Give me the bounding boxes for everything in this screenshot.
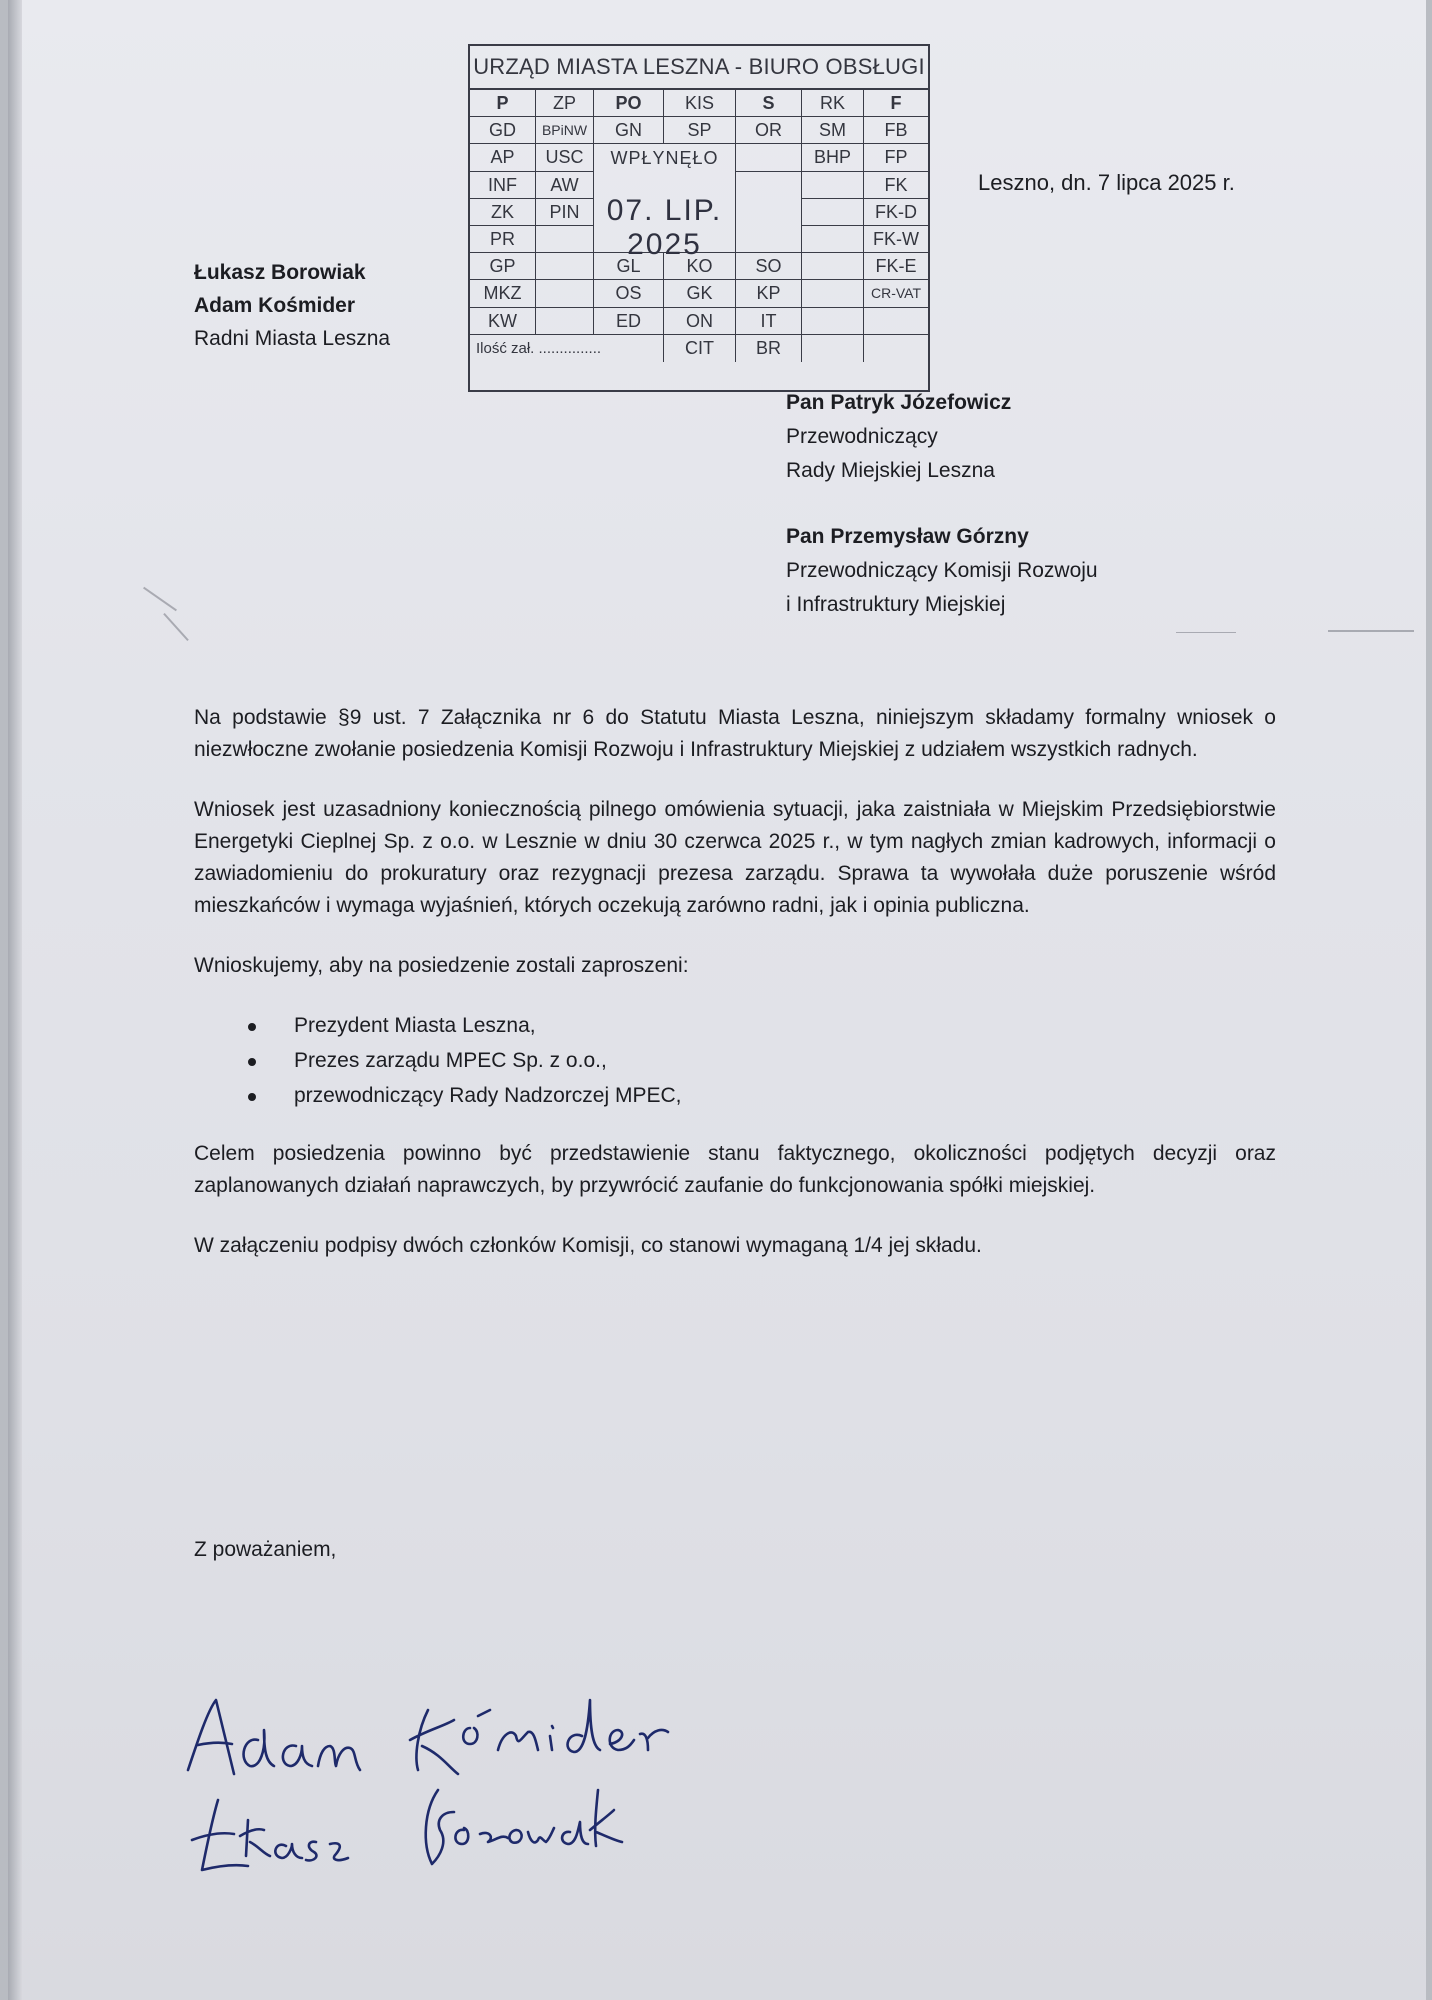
stamp-cell: BR (736, 335, 802, 362)
stamp-cell: FK-E (864, 253, 928, 280)
stamp-cell (802, 226, 864, 253)
letter-body (194, 702, 1276, 1290)
recipient-block (786, 520, 1098, 622)
recipient-title: Przewodniczący (786, 425, 938, 448)
stamp-cell: CR-VAT (864, 280, 928, 307)
received-stamp (594, 144, 736, 262)
stamp-cell (736, 144, 802, 171)
stamp-cell (536, 226, 594, 253)
stamp-cell: KP (736, 280, 802, 307)
stamp-cell: SP (664, 117, 736, 144)
stamp-title: URZĄD MIASTA LESZNA - BIURO OBSŁUGI (470, 46, 928, 90)
body-paragraph: Wnioskujemy, aby na posiedzenie zostali zaproszeni: (194, 954, 689, 977)
received-label: WPŁYNĘŁO (610, 148, 719, 169)
stamp-cell: FK-D (864, 199, 928, 226)
recipient-title: Rady Miejskiej Leszna (786, 459, 995, 482)
stamp-cell: GN (594, 117, 664, 144)
signature-adam-kosmider (188, 1700, 668, 1774)
stamp-cell (802, 253, 864, 280)
stamp-cell (802, 199, 864, 226)
invitee-list (194, 1010, 1276, 1112)
stamp-cell: FK-W (864, 226, 928, 253)
stamp-cell: ED (594, 308, 664, 335)
stamp-cell: ZK (470, 199, 536, 226)
letter-page (8, 0, 1426, 2000)
stamp-cell (736, 172, 802, 199)
stamp-cell: OR (736, 117, 802, 144)
stamp-cell (536, 253, 594, 280)
recipient-name: Pan Przemysław Górzny (786, 525, 1029, 548)
stamp-cell (536, 308, 594, 335)
stamp-cell: GL (594, 253, 664, 280)
stamp-grid (470, 90, 928, 389)
registry-stamp (468, 44, 930, 392)
page-shadow-edge (8, 0, 22, 2000)
stamp-cell: S (736, 90, 802, 117)
closing-line: Z poważaniem, (194, 1538, 337, 1561)
sender-name: Łukasz Borowiak (194, 261, 366, 284)
stamp-cell: BHP (802, 144, 864, 171)
paper-mark (163, 613, 189, 641)
stamp-cell: ZP (536, 90, 594, 117)
received-date: 07. LIP. 2025 (606, 194, 723, 262)
stamp-cell: MKZ (470, 280, 536, 307)
stamp-cell: USC (536, 144, 594, 171)
stamp-cell: KW (470, 308, 536, 335)
stamp-cell: OS (594, 280, 664, 307)
stamp-cell: BPiNW (536, 117, 594, 144)
stamp-cell: FK (864, 172, 928, 199)
stamp-cell (802, 308, 864, 335)
stamp-cell: SM (802, 117, 864, 144)
stamp-cell (802, 172, 864, 199)
sender-block (194, 256, 390, 355)
stamp-cell (802, 280, 864, 307)
stamp-cell: KO (664, 253, 736, 280)
stamp-cell: ON (664, 308, 736, 335)
sender-role: Radni Miasta Leszna (194, 327, 391, 350)
body-paragraph: Celem posiedzenia powinno być przedstawienie stanu faktycznego, okoliczności podjętych decyzji oraz zaplanowanych działań naprawczych, by przywrócić zaufanie do funkcjonowania spółki miejskiej. (194, 1142, 1276, 1197)
stamp-cell: INF (470, 172, 536, 199)
stamp-cell: PIN (536, 199, 594, 226)
recipient-name: Pan Patryk Józefowicz (786, 391, 1012, 414)
recipient-title: i Infrastruktury Miejskiej (786, 593, 1006, 616)
stamp-cell: SO (736, 253, 802, 280)
letter-date: Leszno, dn. 7 lipca 2025 r. (978, 170, 1235, 195)
paper-mark (1328, 630, 1414, 632)
recipient-title: Przewodniczący Komisji Rozwoju (786, 559, 1098, 582)
stamp-cell: IT (736, 308, 802, 335)
stamp-cell (736, 226, 802, 253)
stamp-cell: KIS (664, 90, 736, 117)
stamp-cell: PR (470, 226, 536, 253)
body-paragraph: Na podstawie §9 ust. 7 Załącznika nr 6 do Statutu Miasta Leszna, niniejszym składamy formalny wniosek o niezwłoczne zwołanie posiedzenia Komisji Rozwoju i Infrastruktury Miejskiej z udziałem wszystkich radnych. (194, 706, 1276, 761)
stamp-cell: FB (864, 117, 928, 144)
stamp-cell (536, 280, 594, 307)
handwritten-signatures (178, 1670, 738, 1910)
stamp-cell: RK (802, 90, 864, 117)
paper-mark (143, 587, 177, 612)
stamp-cell: PO (594, 90, 664, 117)
attachments-count: Ilość zał. ............... (470, 335, 664, 362)
list-item: Prezes zarządu MPEC Sp. z o.o., (294, 1045, 1276, 1077)
stamp-cell (802, 335, 864, 362)
sender-name: Adam Kośmider (194, 294, 356, 317)
stamp-cell: AW (536, 172, 594, 199)
list-item: Prezydent Miasta Leszna, (294, 1010, 1276, 1042)
stamp-cell (864, 308, 928, 335)
recipient-block (786, 386, 1011, 488)
body-paragraph: Wniosek jest uzasadniony koniecznością pilnego omówienia sytuacji, jaka zaistniała w Miejskim Przedsiębiorstwie Energetyki Cieplnej Sp. z o.o. w Lesznie w dniu 30 czerwca 2025 r., w tym nagłych zmian kadrowych, informacji o zawiadomieniu do prokuratury oraz rezygnacji prezesa zarządu. Sprawa ta wywołała duże poruszenie wśród mieszkańców i wymaga wyjaśnień, których oczekują zarówno radni, jak i opinia publiczna. (194, 798, 1276, 917)
body-paragraph: W załączeniu podpisy dwóch członków Komisji, co stanowi wymaganą 1/4 jej składu. (194, 1234, 982, 1257)
stamp-cell (736, 199, 802, 226)
stamp-cell: P (470, 90, 536, 117)
stamp-cell: GD (470, 117, 536, 144)
stamp-cell: GK (664, 280, 736, 307)
list-item: przewodniczący Rady Nadzorczej MPEC, (294, 1080, 1276, 1112)
stamp-cell: CIT (664, 335, 736, 362)
stamp-cell: GP (470, 253, 536, 280)
paper-mark (1176, 632, 1236, 633)
stamp-cell: AP (470, 144, 536, 171)
signature-lukasz-borowiak (192, 1790, 622, 1870)
stamp-cell: F (864, 90, 928, 117)
stamp-cell (864, 335, 928, 362)
stamp-cell: FP (864, 144, 928, 171)
